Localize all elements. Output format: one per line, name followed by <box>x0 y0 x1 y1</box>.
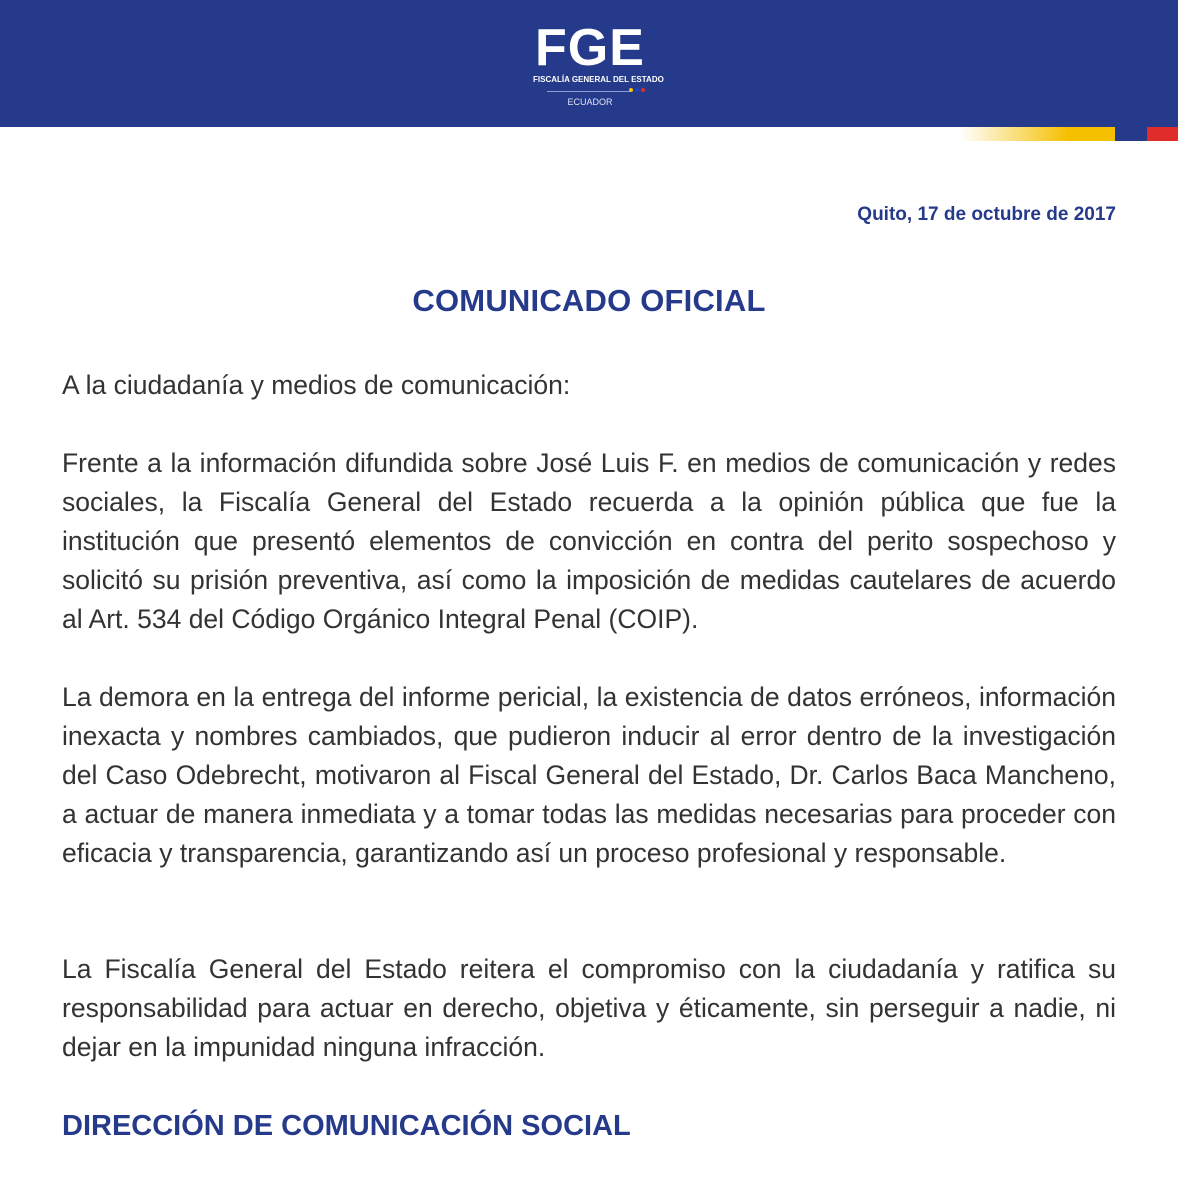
paragraph-3: La Fiscalía General del Estado reitera el compromiso con la ciudadanía y ratifica su responsabilidad para actuar en derecho, objetiva y éticamente, sin perseguir a nadie, ni dejar en la impunidad ninguna infracción. <box>62 954 1116 1062</box>
yellow-dot-icon <box>629 88 633 92</box>
greeting: A la ciudadanía y medios de comunicación: <box>62 370 571 400</box>
fge-logo <box>533 19 664 108</box>
logo-divider <box>533 86 647 96</box>
logo-line <box>547 91 631 92</box>
document-date: Quito, 17 de octubre de 2017 <box>857 204 1116 225</box>
paragraph-2: La demora en la entrega del informe pericial, la existencia de datos erróneos, información inexacta y nombres cambiados, que pudieron inducir al error dentro de la investigación del Caso Odebrecht, motivaron al Fiscal General del Estado, Dr. Carlos Baca Mancheno, a actuar de manera inmediata y a tomar todas las medidas necesarias para proceder con eficacia y transparencia, garantizando así un proceso profesional y responsable. <box>62 682 1116 868</box>
red-dot-icon <box>641 88 645 92</box>
paragraph-1: Frente a la información difundida sobre José Luis F. en medios de comunicación y redes sociales, la Fiscalía General del Estado recuerda a la opinión pública que fue la institución que presentó elementos de convicción en contra del perito sospechoso y solicitó su prisión preventiva, así como la imposición de medidas cautelares de acuerdo al Art. 534 del Código Orgánico Integral Penal (COIP). <box>62 448 1116 634</box>
signature: DIRECCIÓN DE COMUNICACIÓN SOCIAL <box>62 1110 631 1142</box>
logo-subtitle: FISCALÍA GENERAL DEL ESTADO <box>533 75 664 84</box>
logo-mark: FGE <box>535 19 645 77</box>
blue-dot-icon <box>635 88 639 92</box>
flag-stripe-blue <box>1115 127 1147 141</box>
header-banner <box>0 0 1178 127</box>
flag-stripe-yellow <box>960 127 1115 141</box>
flag-stripe-red <box>1147 127 1178 141</box>
logo-country: ECUADOR <box>567 97 613 107</box>
document-title: COMUNICADO OFICIAL <box>412 283 766 318</box>
